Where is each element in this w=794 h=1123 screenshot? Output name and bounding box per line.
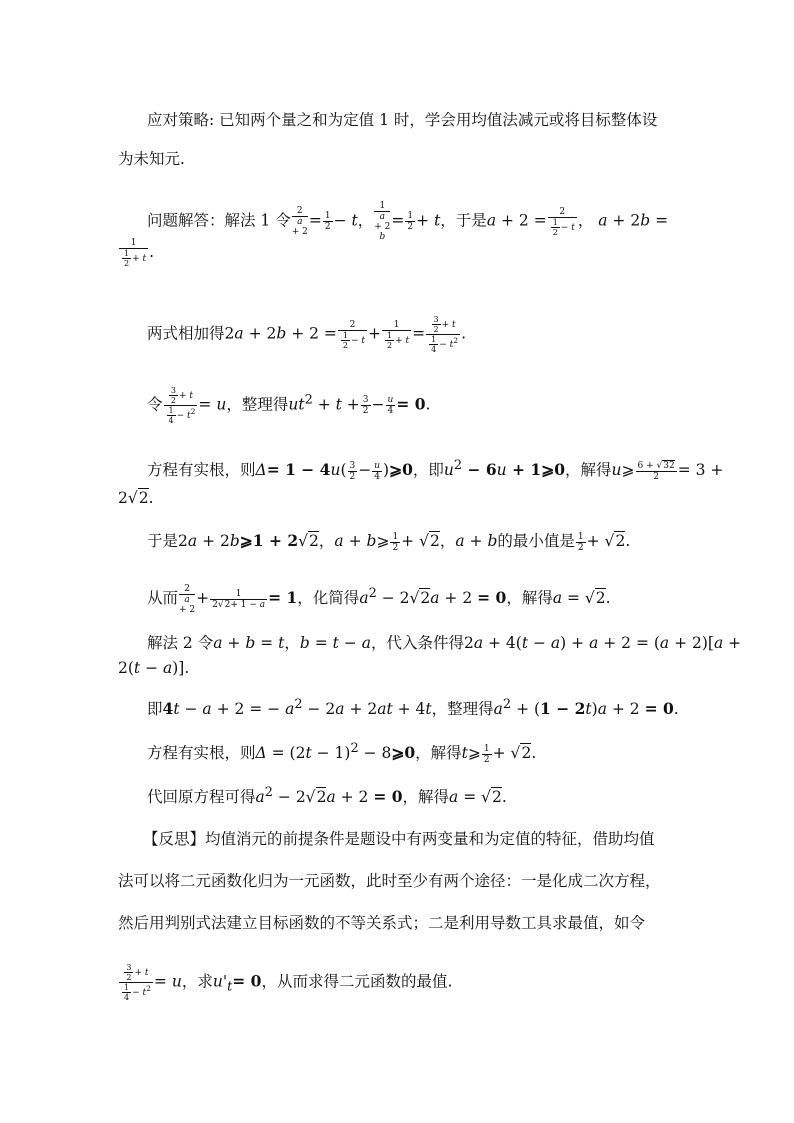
discriminant-line-1: 方程有实根，则Δ= 1 − 4u( $\frac{3}{2}$ − $\frac{u}{4}$ )⩾0，即$u^2 - 6u$ + 1⩾0，解得u⩾ $\frac{6 + √32}{2}$ = 3 + (147, 458, 724, 482)
result-line: 于是2a + 2b⩾1 + 2√2，a + b⩾ $\frac{1}{2}$ + √2，a + b的最小值是 $\frac{1}{2}$ + √2. (147, 531, 631, 553)
reflection-line-2: 法可以将二元函数化归为一元函数，此时至少有两个途径：一是化成二次方程， (118, 872, 661, 890)
back-substitute-line: 代回原方程可得$a^2 - 2√2a + 2 = 0$，解得a = √2. (147, 785, 507, 807)
equation-line: 即4t − a + 2 = − $a^2 - 2a + 2at + 4t$，整理得$a^2 + (1 - 2t)a + 2 = 0$. (147, 697, 679, 719)
discriminant-line-2: 2√2. (118, 489, 154, 507)
reflection-line-1: 【反思】均值消元的前提条件是题设中有两变量和为定值的特征，借助均值 (143, 830, 655, 848)
sum-line: 两式相加得2a + 2b + 2 = 2 $\frac{1}{2}$ − t + 1 $\frac{1}{2}$ + t = $\frac{3}{2}$ + t $\frac{1}{4}$ − $t^2$ . (147, 315, 466, 354)
discriminant2-line: 方程有实根，则$\Delta = (2t - 1)^2$ − 8⩾0，解得t⩾ $\frac{1}{2}$ + √2. (147, 741, 537, 765)
solution2-line-1: 解法 2 令a + b = t，b = t − a，代入条件得2a + 4(t − a) + a + 2 = (a + 2)[a + (147, 634, 742, 652)
strategy-line-2 (118, 148, 758, 170)
solution1-line-2: 1 $\frac{1}{2}$ + t . (118, 238, 758, 268)
strategy-text-cont: 为未知元. (118, 150, 185, 168)
strategy-text: 应对策略: 已知两个量之和为定值 1 时，学会用均值法减元或将目标整体设 (147, 111, 658, 129)
solution1-line-1: 问题解答：解法 1 令 2 a + 2= $\frac{1}{2}$ − t， 1 a + 2 b = $\frac{1}{2}$ + t，于是a + 2 = 2 $\frac{1}{2}$ − t ， a + 2b = (147, 201, 669, 242)
strategy-line-1 (147, 109, 747, 131)
substitution-line: 令 $\frac{3}{2}$ + t $\frac{1}{4}$ − $t^2$ = u，整理得$ut^2 + t$ + $\frac{3}{2}$ − $\frac{u}{4}$ = 0. (147, 386, 431, 425)
reflection-line-4: $\frac{3}{2}$ + t $\frac{1}{4}$ − $t^2$ = u，求$u'_t= 0$，从而求得二元函数的最值. (118, 963, 758, 1002)
simplify-line: 从而 2 a + 2+ $\frac{1}{2√2+ 1 - a}$ = 1，化简得$a^2 - 2√2a + 2 = 0$，解得a = √2. (147, 583, 611, 615)
reflection-line-3: 然后用判别式法建立目标函数的不等关系式；二是利用导数工具求最值，如令 (118, 914, 646, 932)
solution2-line-2: 2(t − a)]. (118, 659, 190, 677)
